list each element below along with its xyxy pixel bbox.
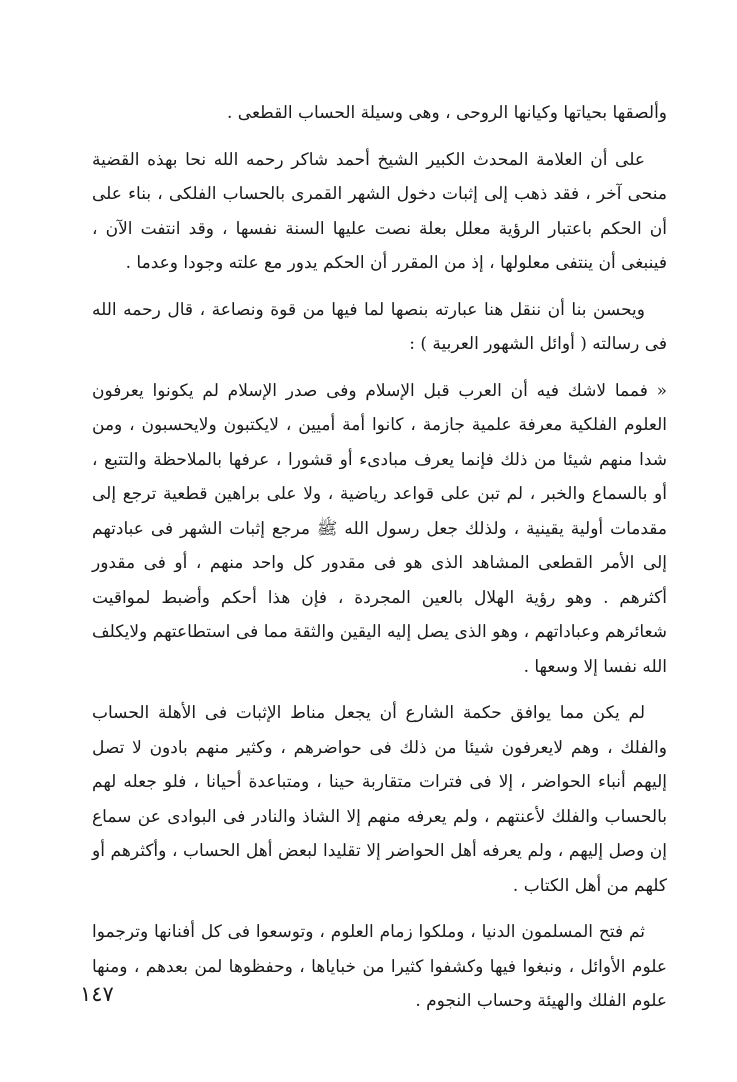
quote-paragraph-1: « فمما لاشك فيه أن العرب قبل الإسلام وفى صدر الإسلام لم يكونوا يعرفون العلوم الفلكية معرفة علمية جازمة ، كانوا أمة أميين ، لايكتبون ولايحسبون ، ومن شدا منهم شيئا من ذلك فإنما يعرف مبادىء أو قشورا ، عرفها بالملاحظة والتتبع ، أو بالسماع والخبر ، لم تبن على قواعد رياضية ، ولا على براهين قطعية ترجع إلى مقدمات أولية يقينية ، ولذلك جعل رسول الله ﷺ مرجع إثبات الشهر فى عبادتهم إلى الأمر القطعى المشاهد الذى هو فى مقدور كل واحد منهم ، أو فى مقدور أكثرهم . وهو رؤية الهلال بالعين المجردة ، فإن هذا أحكم وأضبط لمواقيت شعائرهم وعباداتهم ، وهو الذى يصل إليه اليقين والثقة مما فى استطاعتهم ولايكلف الله نفسا إلا وسعها . [92, 380, 667, 677]
body-text [92, 96, 667, 1019]
paragraph-2: على أن العلامة المحدث الكبير الشيخ أحمد شاكر رحمه الله نحا بهذه القضية منحى آخر ، فقد ذهب إلى إثبات دخول الشهر القمرى بالحساب الفلكى ، بناء على أن الحكم باعتبار الرؤية معلل بعلة نصت عليها السنة نفسها ، وقد انتفت الآن ، فينبغى أن ينتفى معلولها ، إذ من المقرر أن الحكم يدور مع علته وجودا وعدما . [92, 149, 667, 273]
paragraph-1: وألصقها بحياتها وكيانها الروحى ، وهى وسيلة الحساب القطعى . [227, 103, 667, 123]
quote-paragraph-2: لم يكن مما يوافق حكمة الشارع أن يجعل مناط الإثبات فى الأهلة الحساب والفلك ، وهم لايعرفون شيئا من ذلك فى حواضرهم ، وكثير منهم بادون لا تصل إليهم أنباء الحواضر ، إلا فى فترات متقاربة حينا ، ومتباعدة أحيانا ، فلو جعله لهم بالحساب والفلك لأعنتهم ، ولم يعرفه منهم إلا الشاذ والنادر فى البوادى عن سماع إن وصل إليهم ، ولم يعرفه أهل الحواضر إلا تقليدا لبعض أهل الحساب ، وأكثرهم أو كلهم من أهل الكتاب . [92, 703, 667, 896]
quote-paragraph-3: ثم فتح المسلمون الدنيا ، وملكوا زمام العلوم ، وتوسعوا فى كل أفنانها وترجموا علوم الأوائل ، ونبغوا فيها وكشفوا كثيرا من خباياها ، وحفظوها لمن بعدهم ، ومنها علوم الفلك والهيئة وحساب النجوم . [92, 922, 667, 1011]
page-number: ١٤٧ [80, 982, 114, 1006]
paragraph-3: ويحسن بنا أن ننقل هنا عبارته بنصها لما فيها من قوة ونصاعة ، قال رحمه الله فى رسالته ( أوائل الشهور العربية ) : [92, 299, 667, 354]
